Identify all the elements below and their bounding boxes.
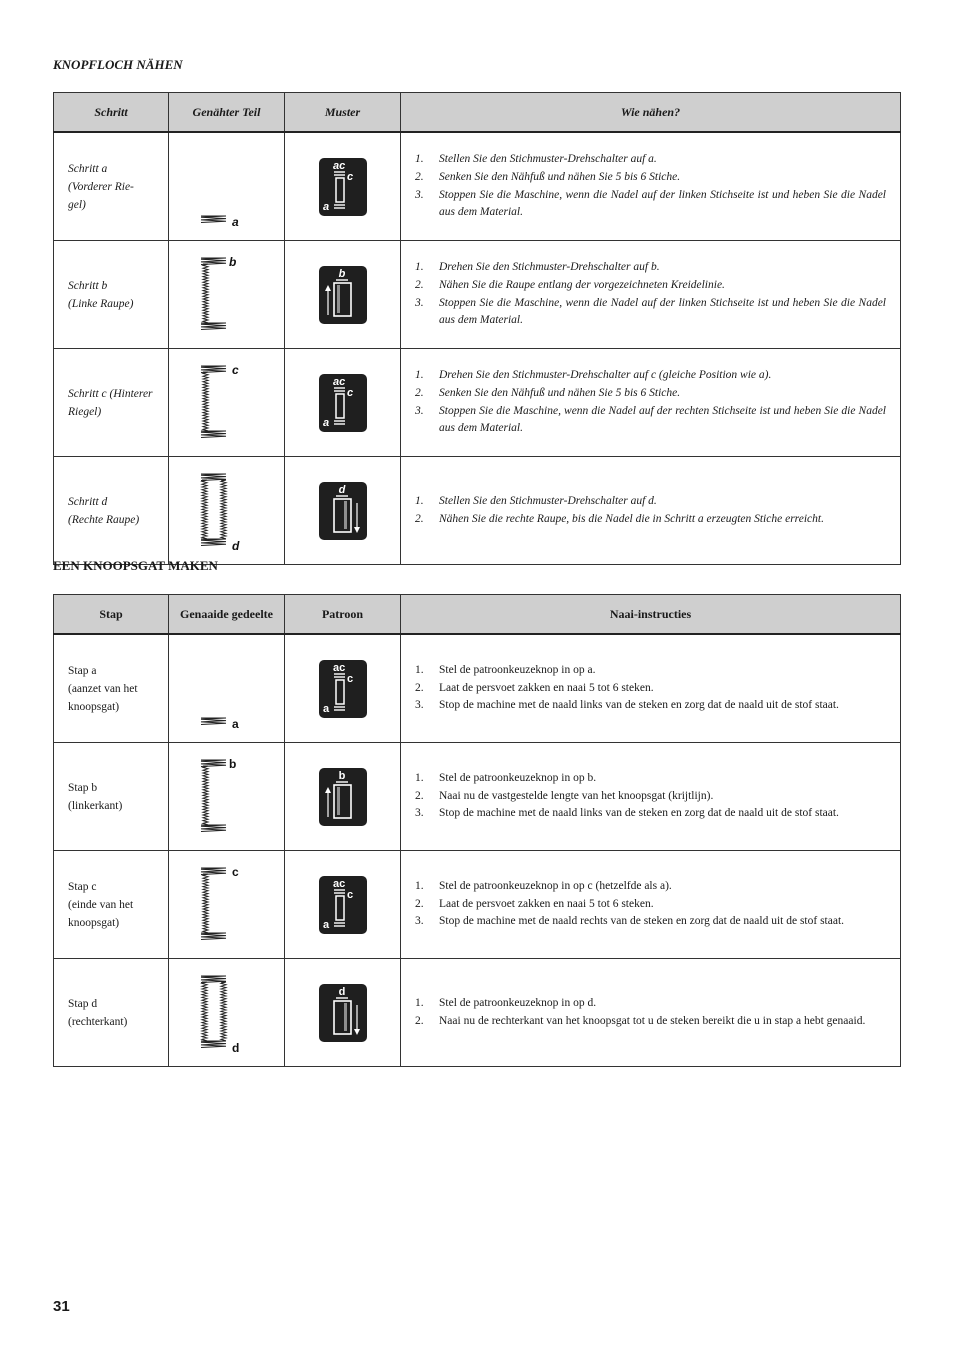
instruction-number: 3. — [415, 188, 424, 201]
instruction-item — [415, 770, 886, 788]
instruction-item — [415, 805, 886, 823]
stitch-diagram-d — [187, 970, 267, 1056]
instruction-number: 2. — [415, 512, 424, 525]
instruction-number: 3. — [415, 404, 424, 417]
pattern-icon-c — [318, 373, 368, 433]
instruction-text: Stel de patroonkeuzeknop in op c (hetzelfde als a). — [439, 879, 672, 892]
pattern-cell — [285, 132, 401, 241]
step-name-cell — [54, 349, 169, 457]
step-name-line: (Vorderer Rie- — [68, 180, 134, 193]
header-pattern: Muster — [285, 93, 401, 133]
step-name-line: knoopsgat) — [68, 700, 120, 713]
sewn-part-cell — [169, 634, 285, 743]
stitch-letter-label: c — [231, 362, 239, 377]
instruction-number: 1. — [415, 261, 424, 274]
instruction-text: Stel de patroonkeuzeknop in op d. — [439, 996, 597, 1009]
table-row — [54, 851, 901, 959]
stitch-letter-label: a — [231, 716, 239, 731]
instruction-text: Stellen Sie den Stichmuster-Drehschalter auf a. — [439, 153, 657, 166]
stitch-diagram-c — [187, 862, 267, 948]
instruction-text: Stoppen Sie die Maschine, wenn die Nadel auf der rechten Stichseite ist und heben Sie die Nadel aus dem Material. — [439, 404, 886, 435]
header-instructions: Wie nähen? — [401, 93, 901, 133]
instruction-list — [415, 662, 886, 715]
pattern-label: c — [346, 888, 353, 901]
instruction-list — [415, 995, 886, 1030]
sewn-part-cell — [169, 349, 285, 457]
pattern-icon-d — [318, 983, 368, 1043]
instruction-item — [415, 896, 886, 914]
table-row — [54, 743, 901, 851]
table-header-row — [54, 595, 901, 635]
instruction-item — [415, 697, 886, 715]
header-part: Genaaide gedeelte — [169, 595, 285, 635]
instruction-item — [415, 680, 886, 698]
pattern-label: ac — [332, 877, 345, 890]
instruction-item — [415, 277, 886, 295]
instructions-cell — [401, 349, 901, 457]
pattern-label: c — [346, 170, 353, 183]
pattern-icon-b — [318, 767, 368, 827]
step-name-cell — [54, 457, 169, 565]
instruction-text: Stel de patroonkeuzeknop in op a. — [439, 663, 596, 676]
instruction-number: 3. — [415, 699, 424, 712]
instructions-cell — [401, 241, 901, 349]
instructions-cell — [401, 743, 901, 851]
instruction-text: Drehen Sie den Stichmuster-Drehschalter auf c (gleiche Position wie a). — [439, 369, 772, 382]
instruction-number: 2. — [415, 897, 424, 910]
table-row — [54, 959, 901, 1067]
step-name-line: Schritt a — [68, 162, 108, 175]
pattern-icon-d — [318, 481, 368, 541]
pattern-icon-a — [318, 157, 368, 217]
instruction-item — [415, 511, 886, 529]
instruction-text: Senken Sie den Nähfuß und nähen Sie 5 bis 6 Stiche. — [439, 170, 681, 183]
instruction-number: 2. — [415, 1014, 424, 1027]
instruction-item — [415, 878, 886, 896]
stitch-letter-label: b — [228, 254, 236, 269]
step-name-line: (einde van het — [68, 898, 134, 911]
instructions-cell — [401, 634, 901, 743]
step-name-cell — [54, 851, 169, 959]
german-steps-table — [53, 92, 901, 565]
pattern-label: a — [322, 918, 329, 931]
step-name-cell — [54, 959, 169, 1067]
instruction-number: 3. — [415, 296, 424, 309]
dutch-steps-table — [53, 594, 901, 1067]
instruction-item — [415, 913, 886, 931]
pattern-cell — [285, 959, 401, 1067]
pattern-label: b — [338, 267, 345, 280]
step-name-line: (Rechte Raupe) — [68, 513, 140, 526]
instruction-item — [415, 151, 886, 169]
instruction-text: Senken Sie den Nähfuß und nähen Sie 5 bis 6 Stiche. — [439, 386, 681, 399]
header-step: Schritt — [54, 93, 169, 133]
step-name-line: Stap c — [68, 880, 97, 893]
pattern-label: b — [338, 769, 345, 782]
step-name-line: Riegel) — [68, 405, 102, 418]
header-pattern: Patroon — [285, 595, 401, 635]
instruction-number: 1. — [415, 771, 424, 784]
instruction-item — [415, 385, 886, 403]
instruction-number: 1. — [415, 369, 424, 382]
instruction-item — [415, 788, 886, 806]
step-name-line: Schritt c (Hinterer — [68, 387, 153, 400]
step-name-line: (linkerkant) — [68, 799, 123, 812]
instructions-cell — [401, 959, 901, 1067]
stitch-diagram-c — [187, 360, 267, 446]
stitch-diagram-a — [187, 144, 267, 230]
instruction-text: Drehen Sie den Stichmuster-Drehschalter auf b. — [439, 261, 660, 274]
step-name-line: gel) — [68, 198, 86, 211]
instructions-cell — [401, 132, 901, 241]
stitch-letter-label: d — [231, 1040, 239, 1055]
page-number: 31 — [53, 1298, 70, 1315]
instruction-number: 2. — [415, 278, 424, 291]
stitch-diagram-d — [187, 468, 267, 554]
sewn-part-cell — [169, 959, 285, 1067]
pattern-cell — [285, 634, 401, 743]
step-name-line: Schritt b — [68, 279, 108, 292]
pattern-label: c — [346, 386, 353, 399]
instruction-item — [415, 187, 886, 222]
instruction-item — [415, 367, 886, 385]
section-title-dutch: EEN KNOOPSGAT MAKEN — [53, 558, 218, 573]
header-step: Stap — [54, 595, 169, 635]
instruction-text: Naai nu de vastgestelde lengte van het knoopsgat (krijtlijn). — [439, 789, 714, 802]
sewn-part-cell — [169, 132, 285, 241]
pattern-cell — [285, 457, 401, 565]
pattern-label: a — [322, 416, 329, 429]
pattern-cell — [285, 241, 401, 349]
pattern-label: a — [322, 702, 329, 715]
instruction-number: 2. — [415, 789, 424, 802]
table-row — [54, 457, 901, 565]
table-row — [54, 132, 901, 241]
instruction-text: Nähen Sie die rechte Raupe, bis die Nadel die in Schritt a erzeugten Stiche erreicht. — [439, 512, 824, 525]
step-name-line: Stap d — [68, 997, 98, 1010]
step-name-line: (rechterkant) — [68, 1015, 128, 1028]
table-row — [54, 349, 901, 457]
stitch-letter-label: b — [228, 756, 236, 771]
instruction-text: Stoppen Sie die Maschine, wenn die Nadel auf der linken Stichseite ist und heben Sie die Nadel aus dem Material. — [439, 296, 886, 327]
pattern-label: d — [338, 483, 345, 496]
instruction-item — [415, 662, 886, 680]
instruction-text: Stellen Sie den Stichmuster-Drehschalter auf d. — [439, 494, 657, 507]
instruction-text: Stel de patroonkeuzeknop in op b. — [439, 771, 597, 784]
pattern-icon-c — [318, 875, 368, 935]
instructions-cell — [401, 457, 901, 565]
pattern-icon-b — [318, 265, 368, 325]
pattern-label: c — [346, 672, 353, 685]
stitch-diagram-b — [187, 252, 267, 338]
instruction-number: 2. — [415, 681, 424, 694]
pattern-cell — [285, 743, 401, 851]
header-part: Genähter Teil — [169, 93, 285, 133]
step-name-line: Stap b — [68, 781, 98, 794]
instruction-list — [415, 770, 886, 823]
instruction-item — [415, 259, 886, 277]
instruction-number: 1. — [415, 153, 424, 166]
instruction-text: Stoppen Sie die Maschine, wenn die Nadel auf der linken Stichseite ist und heben Sie die Nadel aus dem Material. — [439, 188, 886, 219]
instruction-text: Naai nu de rechterkant van het knoopsgat tot u de steken bereikt die u in stap a hebt genaaid. — [439, 1014, 866, 1027]
stitch-letter-label: d — [231, 538, 239, 553]
instruction-item — [415, 995, 886, 1013]
pattern-label: ac — [332, 159, 345, 172]
step-name-cell — [54, 743, 169, 851]
instruction-item — [415, 493, 886, 511]
step-name-line: Stap a — [68, 664, 97, 677]
instruction-item — [415, 403, 886, 438]
instruction-list — [415, 493, 886, 528]
instruction-number: 3. — [415, 915, 424, 928]
table-header-row — [54, 93, 901, 133]
header-instructions: Naai-instructies — [401, 595, 901, 635]
sewn-part-cell — [169, 851, 285, 959]
table-row — [54, 241, 901, 349]
instruction-list — [415, 259, 886, 330]
step-name-cell — [54, 634, 169, 743]
instructions-cell — [401, 851, 901, 959]
stitch-diagram-a — [187, 646, 267, 732]
instruction-text: Nähen Sie die Raupe entlang der vorgezeichneten Kreidelinie. — [439, 278, 725, 291]
step-name-line: knoopsgat) — [68, 916, 120, 929]
instruction-item — [415, 1013, 886, 1031]
instruction-number: 2. — [415, 386, 424, 399]
instruction-text: Laat de persvoet zakken en naai 5 tot 6 steken. — [439, 897, 654, 910]
step-name-cell — [54, 132, 169, 241]
instruction-text: Stop de machine met de naald links van de steken en zorg dat de naald uit de stof staat. — [439, 699, 839, 712]
instruction-list — [415, 367, 886, 438]
pattern-cell — [285, 349, 401, 457]
pattern-cell — [285, 851, 401, 959]
instruction-text: Stop de machine met de naald rechts van de steken en zorg dat de naald uit de stof staat. — [439, 915, 845, 928]
instruction-number: 1. — [415, 494, 424, 507]
step-name-line: (Linke Raupe) — [68, 297, 134, 310]
pattern-label: ac — [332, 661, 345, 674]
instruction-list — [415, 878, 886, 931]
instruction-text: Stop de machine met de naald links van de steken en zorg dat de naald uit de stof staat. — [439, 807, 839, 820]
instruction-item — [415, 295, 886, 330]
stitch-letter-label: c — [231, 864, 239, 879]
step-name-line: (aanzet van het — [68, 682, 138, 695]
section-title-german: KNOPFLOCH NÄHEN — [53, 57, 183, 72]
stitch-letter-label: a — [231, 214, 239, 229]
stitch-diagram-b — [187, 754, 267, 840]
pattern-label: d — [338, 985, 345, 998]
step-name-line: Schritt d — [68, 495, 108, 508]
pattern-label: ac — [332, 375, 345, 388]
instruction-number: 1. — [415, 996, 424, 1009]
instruction-item — [415, 169, 886, 187]
step-name-cell — [54, 241, 169, 349]
instruction-number: 1. — [415, 879, 424, 892]
pattern-label: a — [322, 200, 329, 213]
instruction-number: 2. — [415, 170, 424, 183]
sewn-part-cell — [169, 457, 285, 565]
table-row — [54, 634, 901, 743]
instruction-list — [415, 151, 886, 222]
sewn-part-cell — [169, 241, 285, 349]
sewn-part-cell — [169, 743, 285, 851]
pattern-icon-a — [318, 659, 368, 719]
instruction-number: 3. — [415, 807, 424, 820]
instruction-number: 1. — [415, 663, 424, 676]
instruction-text: Laat de persvoet zakken en naai 5 tot 6 steken. — [439, 681, 654, 694]
